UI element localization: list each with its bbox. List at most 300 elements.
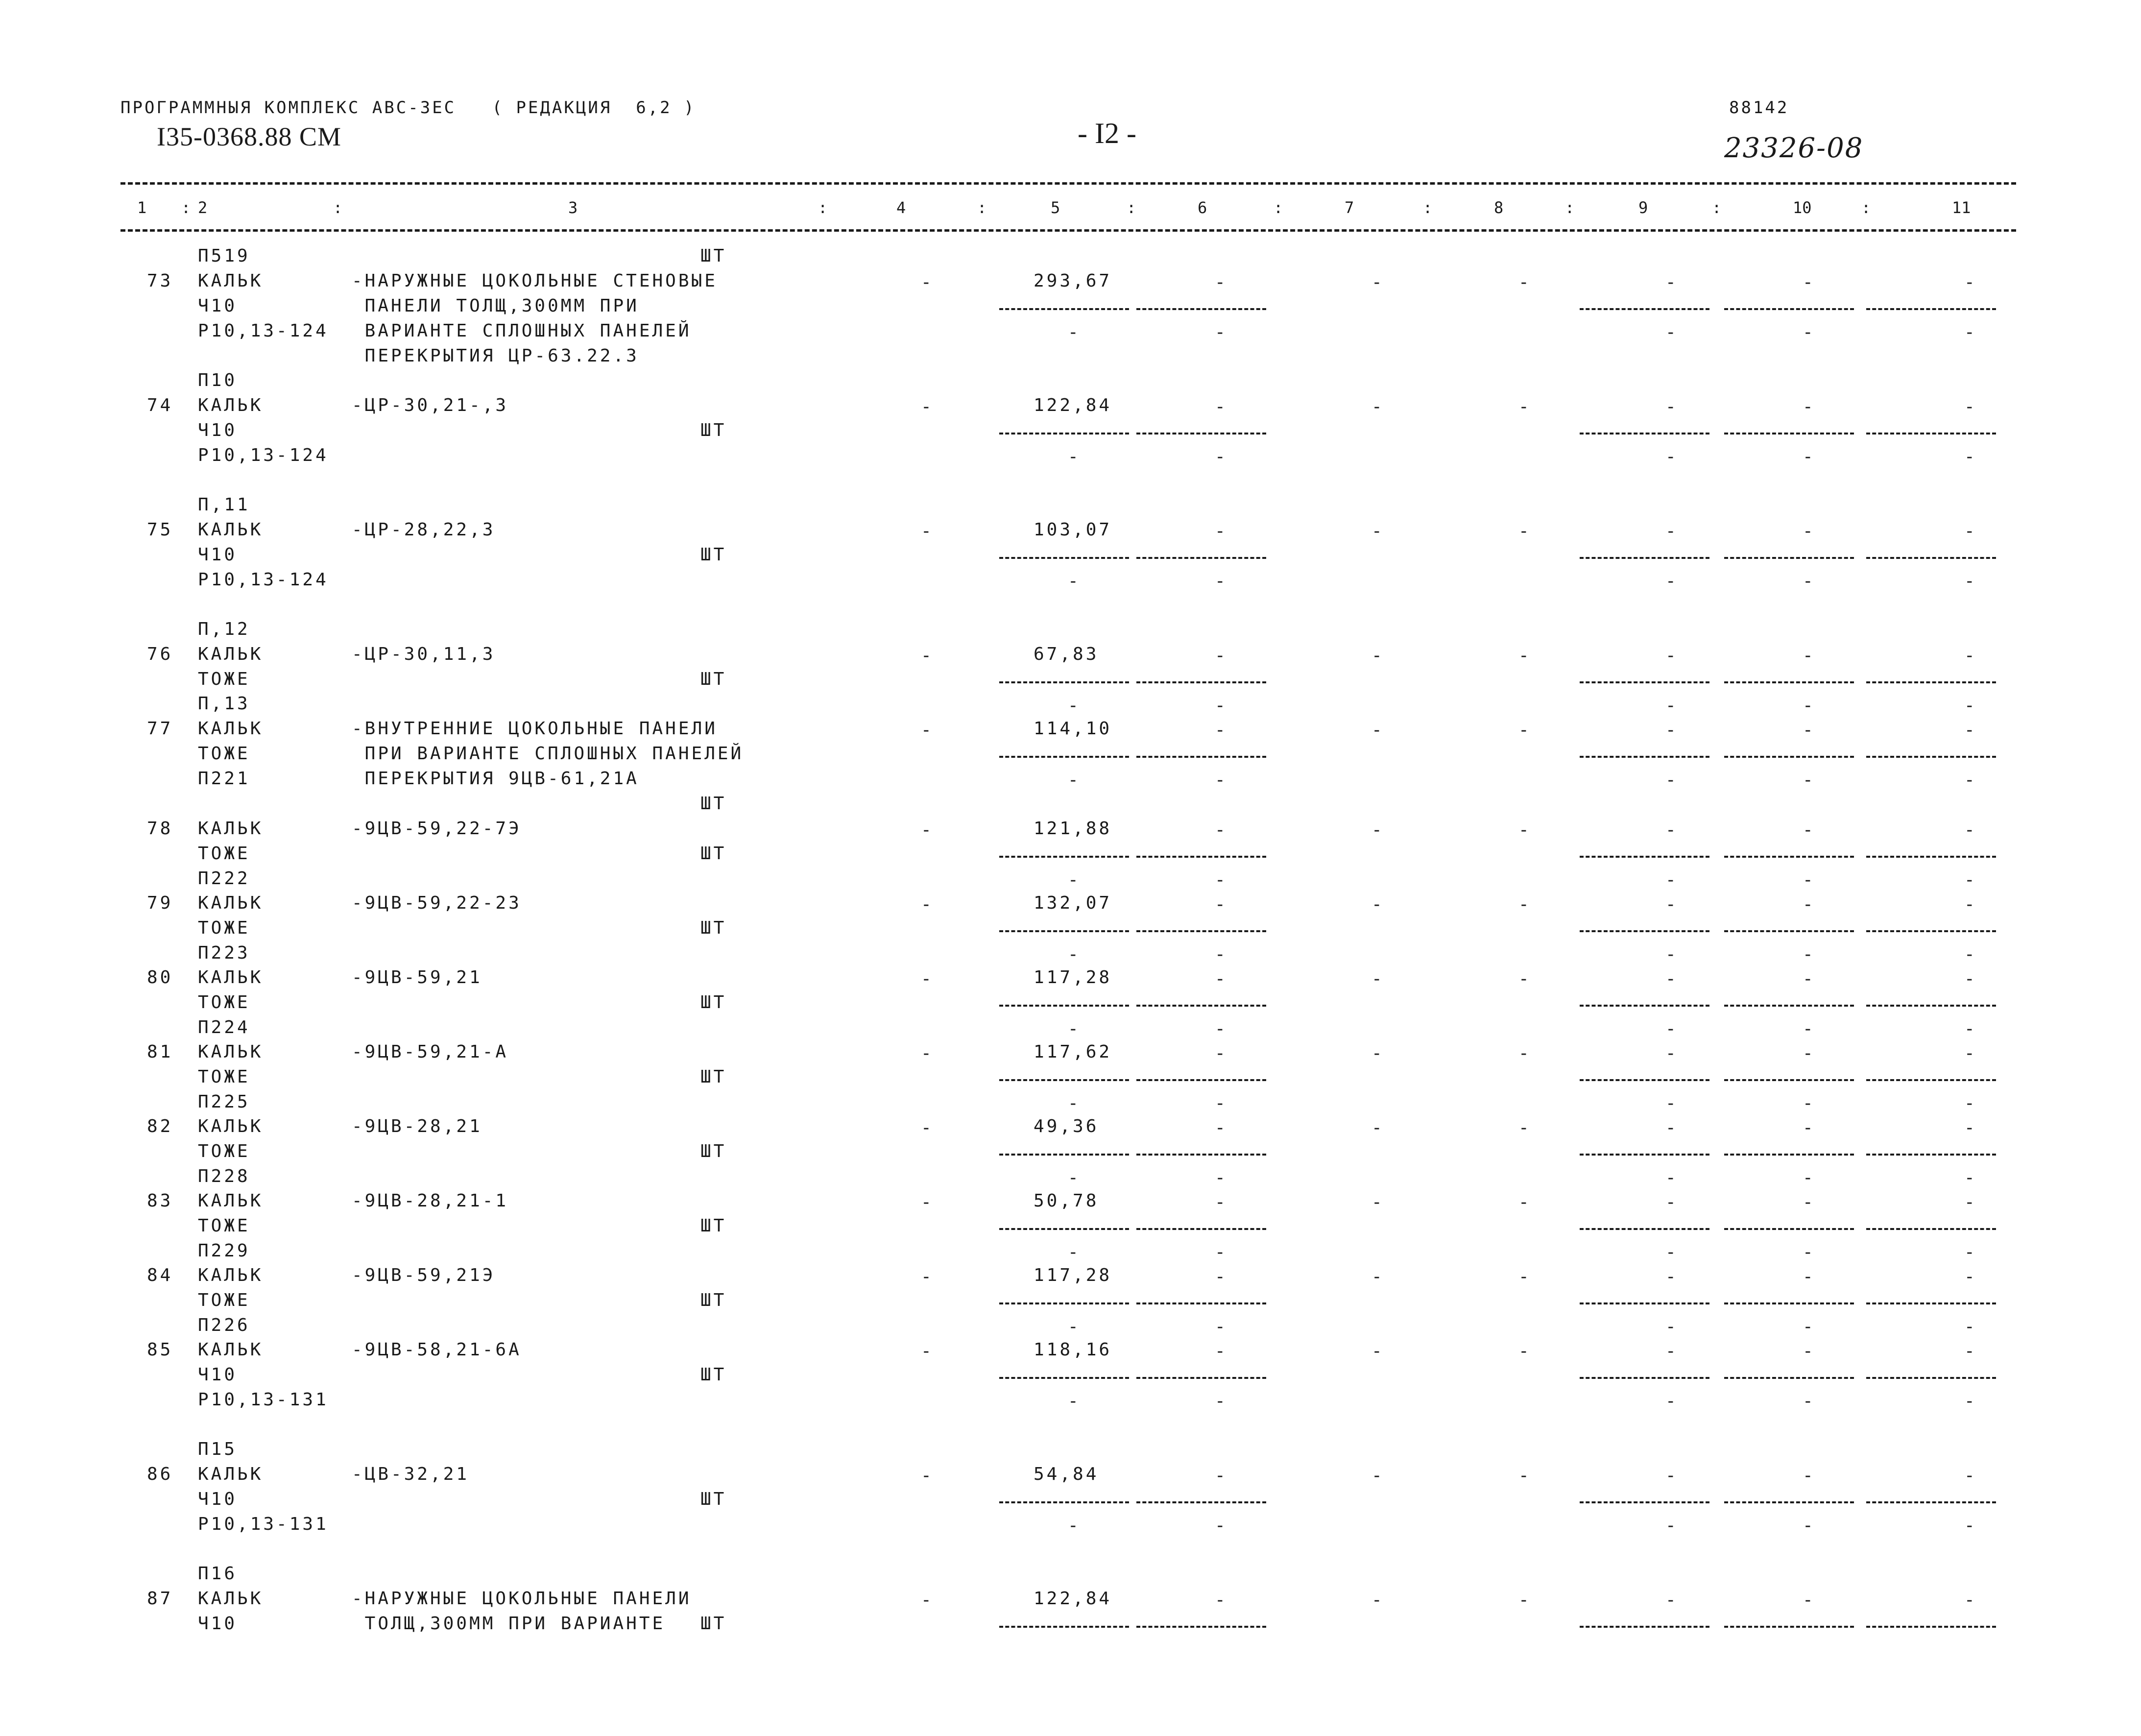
subtotal-rule — [1866, 557, 1996, 559]
empty-cell-dash: - — [1665, 521, 1676, 541]
empty-cell-dash: - — [1215, 272, 1226, 292]
empty-cell-dash: - — [1068, 870, 1079, 890]
column-header-7: 7 — [1345, 198, 1354, 217]
empty-cell-dash: - — [1964, 720, 1975, 740]
program-title: ПРОГРАММНЫЯ КОМПЛЕКС АВС-3ЕС ( РЕДАКЦИЯ 6,2 ) — [120, 98, 696, 118]
empty-cell-dash: - — [1964, 894, 1975, 915]
subtotal-rule — [1136, 756, 1266, 758]
empty-cell-dash: - — [1964, 1516, 1975, 1536]
row-number: 73 — [147, 271, 173, 291]
row-description: ТОЛЩ,300ММ ПРИ ВАРИАНТЕ — [352, 1614, 666, 1634]
row-number: 75 — [147, 520, 173, 540]
row-number: 85 — [147, 1340, 173, 1360]
subtotal-rule — [999, 1005, 1129, 1007]
subtotal-rule — [1724, 557, 1854, 559]
row-description: -9ЦВ-59,21Э — [352, 1265, 496, 1285]
subtotal-rule — [1724, 856, 1854, 858]
row-code-above: П,12 — [198, 619, 250, 639]
empty-cell-dash: - — [1665, 720, 1676, 740]
row-code-above: П,11 — [198, 495, 250, 515]
empty-cell-dash: - — [1518, 894, 1529, 915]
subtotal-rule — [1580, 1302, 1709, 1304]
empty-cell-dash: - — [1665, 696, 1676, 716]
empty-cell-dash: - — [921, 1466, 932, 1486]
subtotal-rule — [1136, 557, 1266, 559]
row-value: 118,16 — [1034, 1340, 1112, 1360]
row-ref: ТОЖЕ — [198, 669, 250, 689]
empty-cell-dash: - — [1964, 1168, 1975, 1188]
empty-cell-dash: - — [1803, 447, 1813, 467]
subtotal-rule — [1136, 1377, 1266, 1379]
column-separator: : — [1423, 198, 1433, 217]
empty-cell-dash: - — [1518, 820, 1529, 840]
column-separator: : — [181, 198, 191, 217]
column-separator: : — [1274, 198, 1283, 217]
empty-cell-dash: - — [1068, 1317, 1079, 1337]
subtotal-rule — [1724, 1501, 1854, 1503]
empty-cell-dash: - — [1665, 571, 1676, 591]
row-description: -ЦР-30,11,3 — [352, 644, 496, 664]
empty-cell-dash: - — [1803, 322, 1813, 342]
column-separator: : — [977, 198, 987, 217]
row-ref: ТОЖЕ — [198, 1067, 250, 1087]
header-rule-top — [120, 182, 2016, 185]
row-value: 54,84 — [1034, 1464, 1099, 1484]
subtotal-rule — [999, 1377, 1129, 1379]
subtotal-rule — [1866, 1005, 1996, 1007]
subtotal-rule — [1580, 308, 1709, 310]
subtotal-rule — [1580, 1626, 1709, 1628]
empty-cell-dash: - — [921, 646, 932, 666]
empty-cell-dash: - — [1068, 1093, 1079, 1113]
empty-cell-dash: - — [1803, 1168, 1813, 1188]
empty-cell-dash: - — [1215, 1590, 1226, 1610]
row-description: -9ЦВ-58,21-6А — [352, 1340, 522, 1360]
subtotal-rule — [999, 1302, 1129, 1304]
subtotal-rule — [1866, 856, 1996, 858]
row-description: ПЕРЕКРЫТИЯ ЦР-63.22.3 — [352, 346, 639, 366]
empty-cell-dash: - — [1964, 1019, 1975, 1039]
row-ref2: П225 — [198, 1092, 250, 1112]
empty-cell-dash: - — [1215, 870, 1226, 890]
row-unit: ШТ — [700, 1216, 727, 1236]
column-header-1: 1 — [137, 198, 147, 217]
empty-cell-dash: - — [1371, 272, 1382, 292]
subtotal-rule — [1866, 1079, 1996, 1081]
row-number: 84 — [147, 1265, 173, 1285]
column-header-4: 4 — [896, 198, 906, 217]
empty-cell-dash: - — [1518, 720, 1529, 740]
subtotal-rule — [999, 1626, 1129, 1628]
empty-cell-dash: - — [1518, 1118, 1529, 1138]
row-unit: ШТ — [700, 1141, 727, 1161]
empty-cell-dash: - — [1518, 1043, 1529, 1063]
empty-cell-dash: - — [921, 820, 932, 840]
document-code: I35-0368.88 СМ — [157, 122, 341, 151]
subtotal-rule — [1724, 1005, 1854, 1007]
row-type: КАЛЬК — [198, 1116, 264, 1136]
row-ref: ТОЖЕ — [198, 1141, 250, 1161]
empty-cell-dash: - — [1665, 770, 1676, 790]
subtotal-rule — [999, 681, 1129, 683]
empty-cell-dash: - — [921, 1341, 932, 1361]
subtotal-rule — [1724, 1626, 1854, 1628]
subtotal-rule — [999, 1154, 1129, 1156]
empty-cell-dash: - — [1665, 322, 1676, 342]
row-number: 78 — [147, 819, 173, 839]
empty-cell-dash: - — [1803, 969, 1813, 989]
column-separator: : — [1712, 198, 1722, 217]
row-type: КАЛЬК — [198, 819, 264, 839]
row-type: КАЛЬК — [198, 893, 264, 913]
subtotal-rule — [999, 930, 1129, 932]
empty-cell-dash: - — [1371, 646, 1382, 666]
subtotal-rule — [1136, 1228, 1266, 1230]
subtotal-rule — [1136, 1005, 1266, 1007]
empty-cell-dash: - — [1371, 969, 1382, 989]
row-value: 117,62 — [1034, 1042, 1112, 1062]
row-number: 81 — [147, 1042, 173, 1062]
empty-cell-dash: - — [1665, 820, 1676, 840]
row-ref2: П228 — [198, 1166, 250, 1186]
column-separator: : — [333, 198, 343, 217]
empty-cell-dash: - — [1964, 1267, 1975, 1287]
row-number: 82 — [147, 1116, 173, 1136]
subtotal-rule — [1580, 1079, 1709, 1081]
subtotal-rule — [1724, 1079, 1854, 1081]
empty-cell-dash: - — [1964, 1466, 1975, 1486]
subtotal-rule — [999, 557, 1129, 559]
row-value: 122,84 — [1034, 1589, 1112, 1609]
row-unit: ШТ — [700, 420, 727, 440]
row-type: КАЛЬК — [198, 967, 264, 988]
empty-cell-dash: - — [1215, 521, 1226, 541]
empty-cell-dash: - — [1803, 397, 1813, 417]
empty-cell-dash: - — [1803, 1317, 1813, 1337]
empty-cell-dash: - — [1803, 1341, 1813, 1361]
empty-cell-dash: - — [1371, 894, 1382, 915]
row-value: 117,28 — [1034, 1265, 1112, 1285]
subtotal-rule — [1866, 1154, 1996, 1156]
subtotal-rule — [1136, 930, 1266, 932]
row-ref: ТОЖЕ — [198, 992, 250, 1013]
subtotal-rule — [1866, 1377, 1996, 1379]
subtotal-rule — [1866, 1626, 1996, 1628]
row-number: 79 — [147, 893, 173, 913]
row-unit: ШТ — [700, 992, 727, 1013]
subtotal-rule — [1724, 433, 1854, 434]
subtotal-rule — [1580, 433, 1709, 434]
empty-cell-dash: - — [1803, 272, 1813, 292]
empty-cell-dash: - — [1068, 447, 1079, 467]
empty-cell-dash: - — [1215, 1242, 1226, 1262]
empty-cell-dash: - — [1665, 1019, 1676, 1039]
empty-cell-dash: - — [1371, 720, 1382, 740]
row-number: 76 — [147, 644, 173, 664]
subtotal-rule — [1866, 1302, 1996, 1304]
empty-cell-dash: - — [921, 1192, 932, 1212]
empty-cell-dash: - — [1803, 1590, 1813, 1610]
empty-cell-dash: - — [1964, 870, 1975, 890]
row-number: 86 — [147, 1464, 173, 1484]
row-type: КАЛЬК — [198, 520, 264, 540]
empty-cell-dash: - — [1964, 646, 1975, 666]
empty-cell-dash: - — [1665, 1093, 1676, 1113]
empty-cell-dash: - — [921, 1043, 932, 1063]
row-unit: ШТ — [700, 246, 727, 266]
empty-cell-dash: - — [1518, 646, 1529, 666]
empty-cell-dash: - — [1803, 870, 1813, 890]
row-unit: ШТ — [700, 794, 727, 814]
empty-cell-dash: - — [1665, 447, 1676, 467]
empty-cell-dash: - — [1215, 1093, 1226, 1113]
empty-cell-dash: - — [1665, 870, 1676, 890]
row-ref: Ч10 — [198, 1365, 238, 1385]
subtotal-rule — [1136, 1626, 1266, 1628]
empty-cell-dash: - — [1964, 1242, 1975, 1262]
empty-cell-dash: - — [1964, 1391, 1975, 1411]
empty-cell-dash: - — [1665, 1267, 1676, 1287]
row-type: КАЛЬК — [198, 644, 264, 664]
subtotal-rule — [1136, 856, 1266, 858]
empty-cell-dash: - — [1803, 1516, 1813, 1536]
row-unit: ШТ — [700, 1067, 727, 1087]
row-type: КАЛЬК — [198, 1265, 264, 1285]
row-unit: ШТ — [700, 1614, 727, 1634]
empty-cell-dash: - — [1964, 571, 1975, 591]
row-ref2: Р10,13-124 — [198, 570, 329, 590]
empty-cell-dash: - — [1068, 1019, 1079, 1039]
empty-cell-dash: - — [1803, 1192, 1813, 1212]
row-ref: ТОЖЕ — [198, 918, 250, 938]
row-number: 74 — [147, 395, 173, 415]
empty-cell-dash: - — [1068, 696, 1079, 716]
row-code-above: П10 — [198, 370, 238, 390]
empty-cell-dash: - — [921, 397, 932, 417]
empty-cell-dash: - — [1215, 646, 1226, 666]
row-ref: Ч10 — [198, 545, 238, 565]
row-description: -ЦР-28,22,3 — [352, 520, 496, 540]
empty-cell-dash: - — [1518, 1267, 1529, 1287]
empty-cell-dash: - — [1803, 646, 1813, 666]
empty-cell-dash: - — [1803, 894, 1813, 915]
subtotal-rule — [1136, 1079, 1266, 1081]
empty-cell-dash: - — [1215, 571, 1226, 591]
empty-cell-dash: - — [1964, 1192, 1975, 1212]
row-ref: Ч10 — [198, 296, 238, 316]
subtotal-rule — [999, 308, 1129, 310]
subtotal-rule — [1580, 1228, 1709, 1230]
empty-cell-dash: - — [1518, 969, 1529, 989]
column-header-10: 10 — [1793, 198, 1812, 217]
row-unit: ШТ — [700, 1290, 727, 1310]
empty-cell-dash: - — [1665, 272, 1676, 292]
row-description: -9ЦВ-59,21 — [352, 967, 482, 988]
row-number: 77 — [147, 719, 173, 739]
row-unit: ШТ — [700, 1489, 727, 1509]
empty-cell-dash: - — [1665, 894, 1676, 915]
subtotal-rule — [1580, 856, 1709, 858]
empty-cell-dash: - — [1665, 1317, 1676, 1337]
empty-cell-dash: - — [1665, 1516, 1676, 1536]
row-ref2: Р10,13-131 — [198, 1514, 329, 1534]
subtotal-rule — [999, 433, 1129, 434]
subtotal-rule — [999, 1079, 1129, 1081]
subtotal-rule — [1724, 1377, 1854, 1379]
row-description: ПАНЕЛИ ТОЛЩ,300ММ ПРИ — [352, 296, 639, 316]
empty-cell-dash: - — [1665, 1242, 1676, 1262]
row-type: КАЛЬК — [198, 719, 264, 739]
subtotal-rule — [1580, 1501, 1709, 1503]
row-code-above: П16 — [198, 1564, 238, 1584]
empty-cell-dash: - — [1964, 272, 1975, 292]
empty-cell-dash: - — [1215, 944, 1226, 964]
row-ref2: П221 — [198, 769, 250, 789]
empty-cell-dash: - — [1371, 820, 1382, 840]
empty-cell-dash: - — [1068, 1168, 1079, 1188]
row-description: -9ЦВ-59,22-23 — [352, 893, 522, 913]
row-ref2: Р10,13-124 — [198, 445, 329, 465]
row-ref: ТОЖЕ — [198, 1216, 250, 1236]
empty-cell-dash: - — [1665, 944, 1676, 964]
empty-cell-dash: - — [1803, 1118, 1813, 1138]
subtotal-rule — [999, 756, 1129, 758]
row-ref2: П224 — [198, 1017, 250, 1037]
empty-cell-dash: - — [1803, 720, 1813, 740]
header-rule-bottom — [120, 229, 2016, 232]
column-header-3: 3 — [568, 198, 578, 217]
empty-cell-dash: - — [1371, 1341, 1382, 1361]
row-description: ПРИ ВАРИАНТЕ СПЛОШНЫХ ПАНЕЛЕЙ — [352, 744, 744, 764]
empty-cell-dash: - — [1803, 571, 1813, 591]
page-number: - I2 - — [1078, 117, 1136, 149]
empty-cell-dash: - — [1803, 521, 1813, 541]
empty-cell-dash: - — [1964, 696, 1975, 716]
empty-cell-dash: - — [1068, 322, 1079, 342]
row-value: 121,88 — [1034, 819, 1112, 839]
empty-cell-dash: - — [1964, 521, 1975, 541]
empty-cell-dash: - — [1215, 894, 1226, 915]
row-number: 83 — [147, 1191, 173, 1211]
empty-cell-dash: - — [1665, 397, 1676, 417]
top-right-number: 88142 — [1729, 98, 1789, 118]
row-ref: Ч10 — [198, 1614, 238, 1634]
row-description: -ЦР-30,21-,3 — [352, 395, 509, 415]
empty-cell-dash: - — [921, 272, 932, 292]
empty-cell-dash: - — [1964, 447, 1975, 467]
row-ref2: Р10,13-131 — [198, 1390, 329, 1410]
empty-cell-dash: - — [1803, 1267, 1813, 1287]
empty-cell-dash: - — [1371, 1192, 1382, 1212]
row-description: -ЦВ-32,21 — [352, 1464, 470, 1484]
subtotal-rule — [1724, 308, 1854, 310]
row-number: 80 — [147, 967, 173, 988]
row-ref2: П222 — [198, 868, 250, 889]
row-description: -НАРУЖНЫЕ ЦОКОЛЬНЫЕ ПАНЕЛИ — [352, 1589, 692, 1609]
row-unit: ШТ — [700, 918, 727, 938]
row-value: 293,67 — [1034, 271, 1112, 291]
empty-cell-dash: - — [1215, 397, 1226, 417]
empty-cell-dash: - — [1665, 1043, 1676, 1063]
subtotal-rule — [1866, 1501, 1996, 1503]
row-type: КАЛЬК — [198, 1340, 264, 1360]
empty-cell-dash: - — [1964, 1341, 1975, 1361]
subtotal-rule — [1724, 1302, 1854, 1304]
empty-cell-dash: - — [1215, 1341, 1226, 1361]
empty-cell-dash: - — [1964, 944, 1975, 964]
empty-cell-dash: - — [1518, 1192, 1529, 1212]
empty-cell-dash: - — [1803, 696, 1813, 716]
empty-cell-dash: - — [1803, 944, 1813, 964]
empty-cell-dash: - — [921, 521, 932, 541]
row-value: 103,07 — [1034, 520, 1112, 540]
subtotal-rule — [1136, 1154, 1266, 1156]
empty-cell-dash: - — [921, 1590, 932, 1610]
row-code-above: П15 — [198, 1439, 238, 1459]
empty-cell-dash: - — [1964, 397, 1975, 417]
empty-cell-dash: - — [1371, 1267, 1382, 1287]
subtotal-rule — [1580, 930, 1709, 932]
empty-cell-dash: - — [1803, 1093, 1813, 1113]
empty-cell-dash: - — [1964, 1317, 1975, 1337]
empty-cell-dash: - — [921, 720, 932, 740]
empty-cell-dash: - — [1803, 770, 1813, 790]
empty-cell-dash: - — [1215, 969, 1226, 989]
column-header-5: 5 — [1051, 198, 1060, 217]
subtotal-rule — [1866, 930, 1996, 932]
empty-cell-dash: - — [1371, 1043, 1382, 1063]
empty-cell-dash: - — [1964, 322, 1975, 342]
row-value: 132,07 — [1034, 893, 1112, 913]
empty-cell-dash: - — [1068, 944, 1079, 964]
row-type: КАЛЬК — [198, 271, 264, 291]
row-description: -9ЦВ-59,22-7Э — [352, 819, 522, 839]
empty-cell-dash: - — [1665, 1168, 1676, 1188]
empty-cell-dash: - — [1518, 397, 1529, 417]
row-description: -ВНУТРЕННИЕ ЦОКОЛЬНЫЕ ПАНЕЛИ — [352, 719, 718, 739]
row-ref: ТОЖЕ — [198, 844, 250, 864]
subtotal-rule — [1136, 681, 1266, 683]
subtotal-rule — [1580, 681, 1709, 683]
subtotal-rule — [1866, 1228, 1996, 1230]
empty-cell-dash: - — [1371, 1118, 1382, 1138]
empty-cell-dash: - — [1803, 820, 1813, 840]
row-ref: ТОЖЕ — [198, 1290, 250, 1310]
row-unit: ШТ — [700, 545, 727, 565]
empty-cell-dash: - — [1518, 1341, 1529, 1361]
empty-cell-dash: - — [1518, 272, 1529, 292]
empty-cell-dash: - — [1215, 820, 1226, 840]
column-separator: : — [818, 198, 828, 217]
empty-cell-dash: - — [1215, 1267, 1226, 1287]
empty-cell-dash: - — [1964, 820, 1975, 840]
empty-cell-dash: - — [1068, 770, 1079, 790]
empty-cell-dash: - — [1215, 1516, 1226, 1536]
empty-cell-dash: - — [1371, 1466, 1382, 1486]
row-code-above: П,13 — [198, 694, 250, 714]
subtotal-rule — [1724, 756, 1854, 758]
row-type: КАЛЬК — [198, 1042, 264, 1062]
empty-cell-dash: - — [1215, 1192, 1226, 1212]
row-description: -9ЦВ-28,21-1 — [352, 1191, 509, 1211]
row-value: 122,84 — [1034, 395, 1112, 415]
row-unit: ШТ — [700, 1365, 727, 1385]
empty-cell-dash: - — [1964, 1093, 1975, 1113]
row-value: 67,83 — [1034, 644, 1099, 664]
empty-cell-dash: - — [921, 894, 932, 915]
empty-cell-dash: - — [1665, 1590, 1676, 1610]
subtotal-rule — [999, 856, 1129, 858]
